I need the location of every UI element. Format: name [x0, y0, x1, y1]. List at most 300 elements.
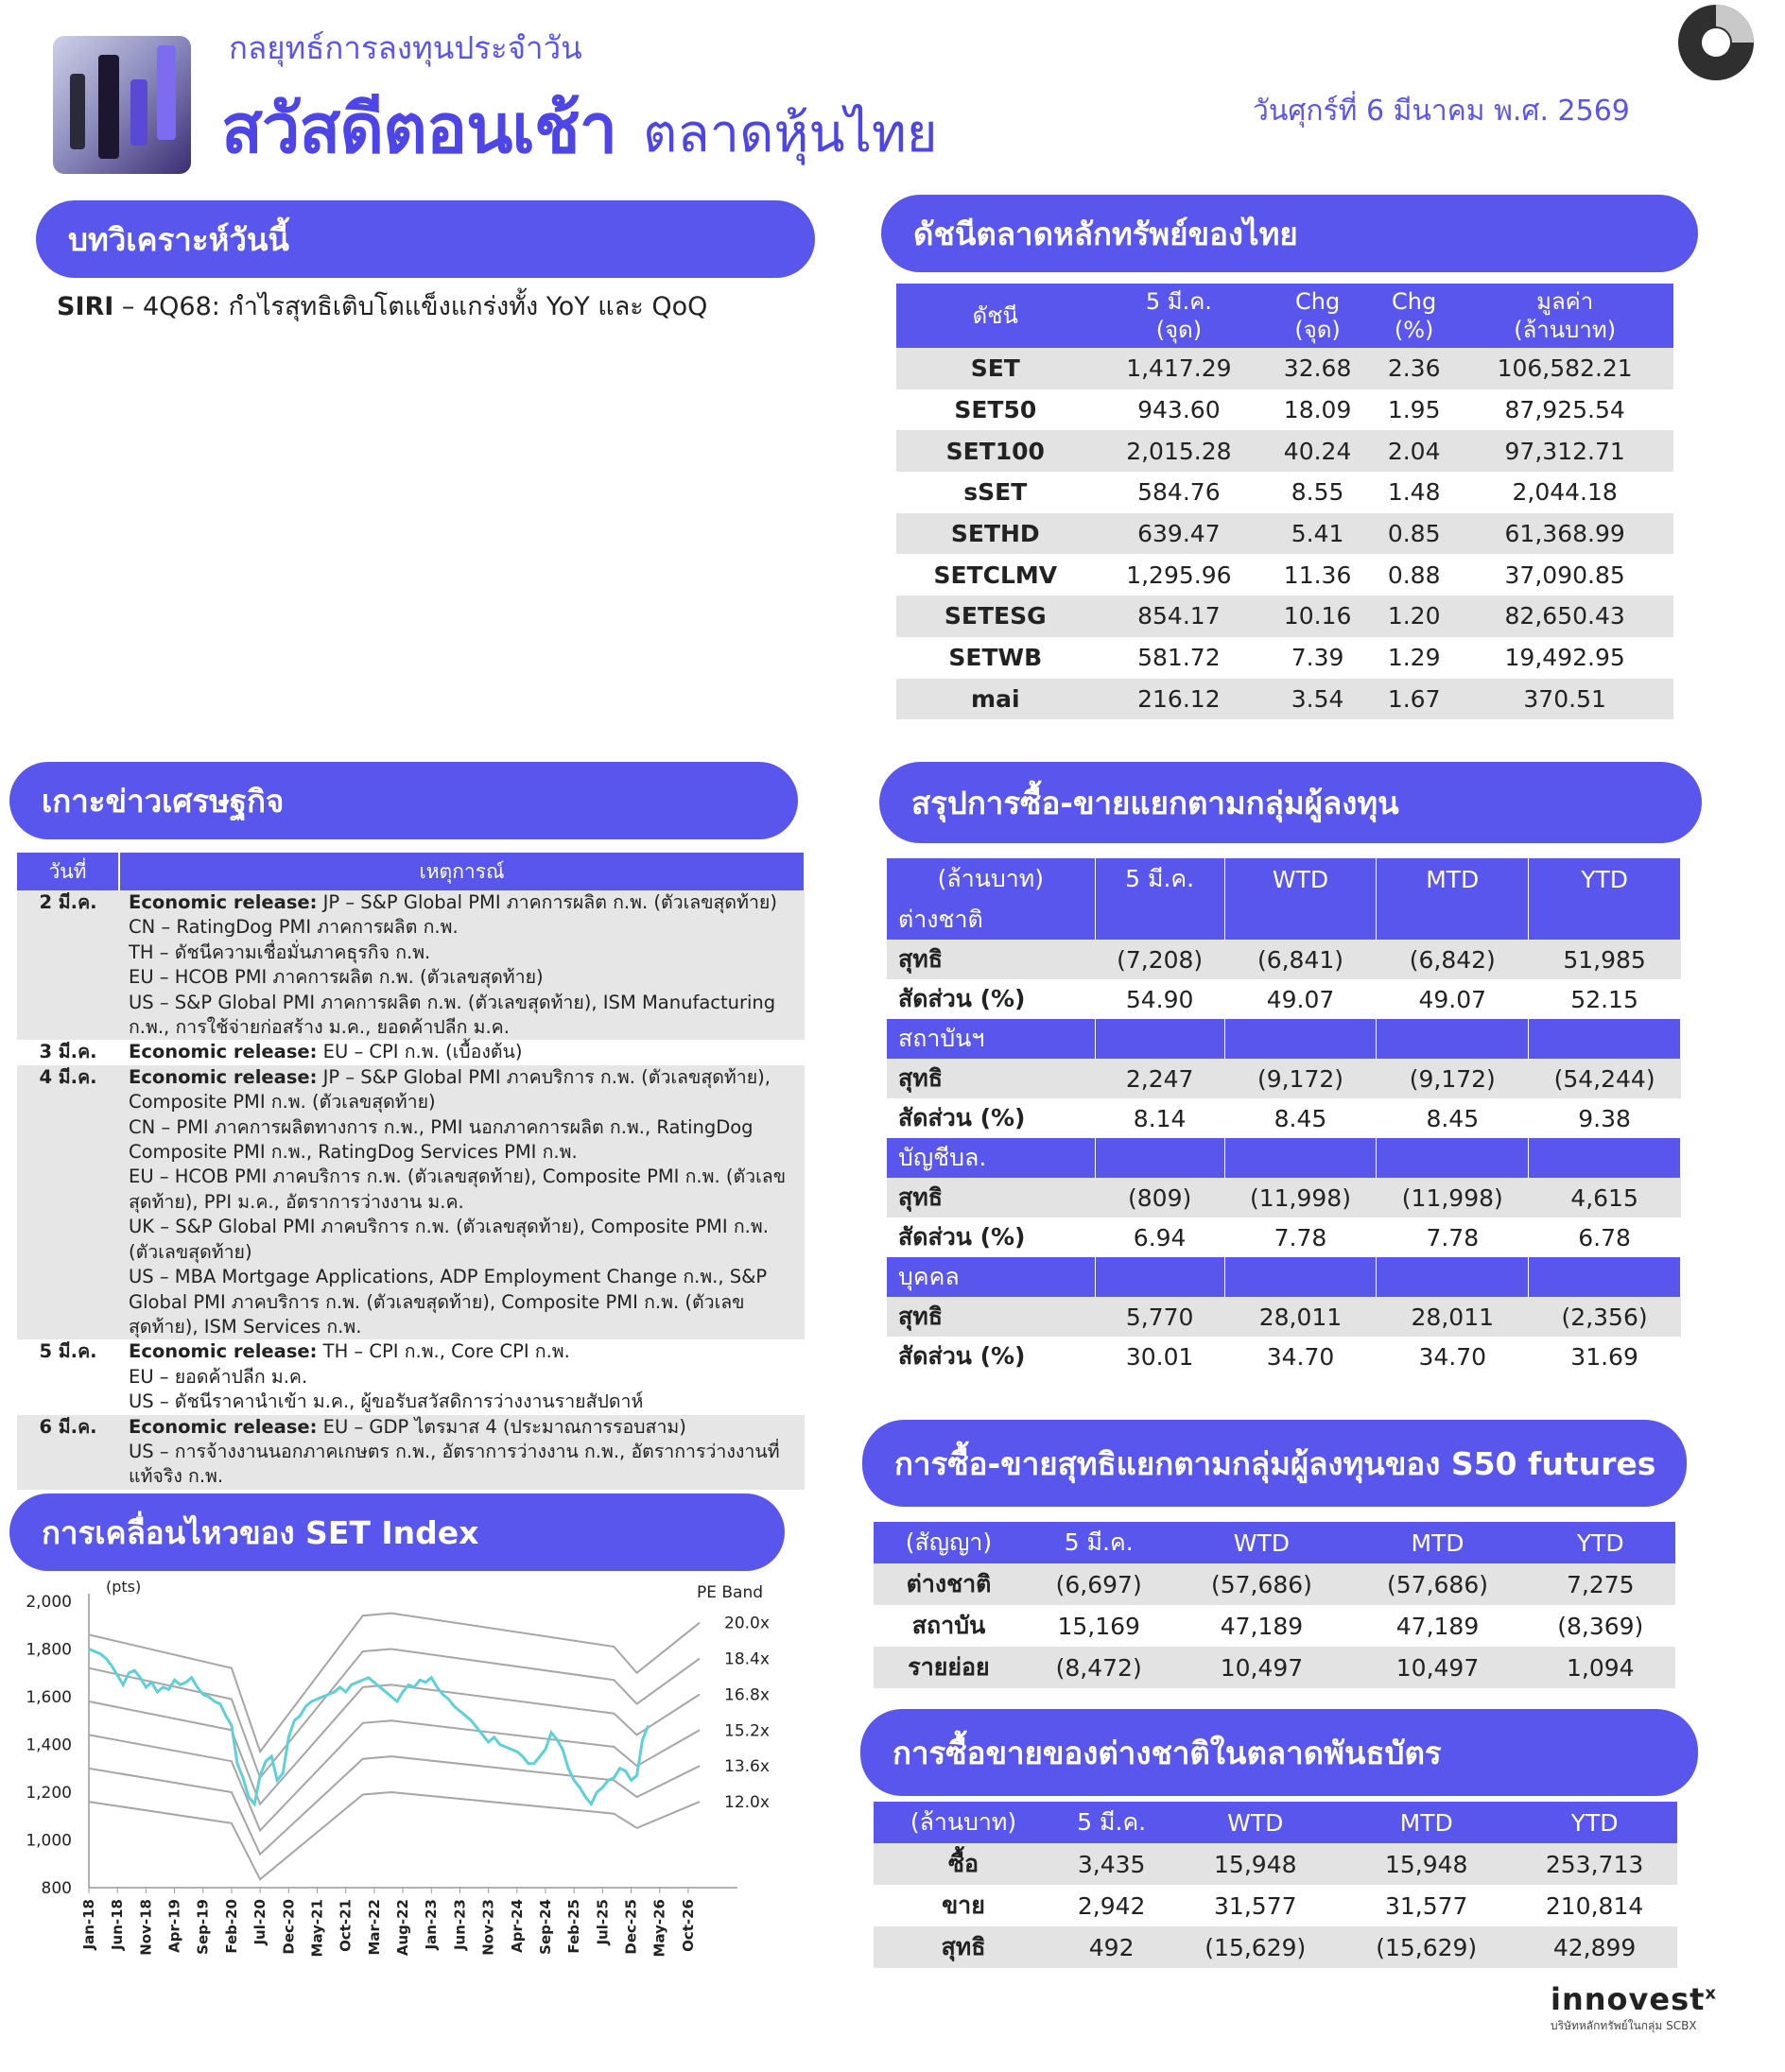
econ-event-text: สุดท้าย), PPI ม.ค., อัตราการว่างงาน ม.ค.	[129, 1190, 464, 1213]
y-tick-label: 1,000	[26, 1831, 72, 1851]
flow-group-spacer	[1224, 1019, 1377, 1059]
econ-event-line	[129, 1240, 795, 1265]
bond-cell: 15,948	[1170, 1843, 1341, 1885]
futures-cell: 10,497	[1173, 1647, 1349, 1688]
x-tick-label: Mar-22	[365, 1899, 383, 1956]
flow-group-name: บุคคล	[887, 1257, 1095, 1297]
index-col-header: มูลค่า (ล้านบาท)	[1456, 284, 1673, 348]
econ-event-line	[129, 1165, 795, 1189]
flow-cell: (54,244)	[1529, 1059, 1681, 1098]
econ-event-line	[129, 965, 795, 990]
econ-release-label: Economic release:	[129, 1415, 318, 1438]
x-tick-label: Feb-20	[222, 1899, 240, 1954]
flow-cell: สุทธิ	[887, 1059, 1095, 1098]
index-table-row	[896, 637, 1673, 679]
bond-row	[874, 1885, 1677, 1926]
econ-release-label: Economic release:	[129, 891, 318, 913]
flow-data-row	[887, 940, 1681, 979]
flow-group-row	[887, 1257, 1681, 1297]
index-cell: 943.60	[1095, 389, 1264, 431]
set-index-chart	[0, 1569, 794, 1976]
index-cell: SET50	[896, 389, 1095, 431]
pe-band-label: 16.8x	[724, 1685, 770, 1705]
econ-events	[119, 1040, 805, 1064]
econ-event-line	[129, 1040, 795, 1064]
econ-event-line	[129, 1390, 795, 1414]
bond-cell: 3,435	[1053, 1843, 1170, 1885]
flow-cell: (11,998)	[1224, 1178, 1377, 1217]
flow-cell: 31.69	[1570, 1342, 1638, 1371]
flow-cell: (6,841)	[1224, 940, 1377, 979]
futures-row	[874, 1647, 1675, 1688]
index-table-row	[896, 554, 1673, 596]
x-tick-label: Sep-19	[194, 1899, 212, 1955]
futures-col-header: YTD	[1526, 1522, 1675, 1563]
flow-group-name: บัญชีบล.	[887, 1138, 1095, 1178]
y-tick-label: 1,400	[26, 1735, 72, 1755]
econ-event-text: CN – PMI ภาคการผลิตทางการ ก.พ., PMI นอกภาคการผลิต ก.พ., RatingDog	[129, 1115, 754, 1138]
flow-group-spacer	[1095, 1257, 1224, 1297]
flow-data-row	[887, 979, 1681, 1019]
bond-cell: 210,814	[1545, 1891, 1644, 1920]
flow-data-row	[887, 1297, 1681, 1337]
econ-event-text: US – การจ้างงานนอกภาคเกษตร ก.พ., อัตราการว่างงาน ก.พ., อัตราการว่างงานที่	[129, 1440, 780, 1462]
report-date: วันศุกร์ที่ 6 มีนาคม พ.ศ. 2569	[1253, 95, 1630, 128]
econ-day: 3 มี.ค.	[39, 1041, 97, 1063]
x-tick-label: Apr-24	[508, 1899, 526, 1953]
index-cell: sSET	[896, 472, 1095, 513]
index-cell: 18.09	[1263, 389, 1372, 431]
section-pill-flow	[879, 762, 1702, 843]
bond-cell: ขาย	[942, 1891, 985, 1919]
flow-group-spacer	[1529, 1257, 1681, 1297]
index-cell: 370.51	[1456, 679, 1673, 720]
y-tick-label: 1,200	[26, 1784, 72, 1803]
flow-cell: 8.45	[1426, 1104, 1480, 1132]
bond-cell: 15,948	[1341, 1843, 1512, 1885]
flow-cell: 9.38	[1578, 1104, 1631, 1132]
flow-cell: 28,011	[1377, 1297, 1529, 1337]
flow-col-header: WTD	[1224, 858, 1377, 900]
futures-cell: 10,497	[1349, 1647, 1525, 1688]
futures-cell: 15,169	[1057, 1612, 1140, 1640]
econ-event-text: TH – CPI ก.พ., Core CPI ก.พ.	[317, 1340, 570, 1363]
econ-calendar-table	[17, 853, 806, 1490]
index-cell: SETCLMV	[896, 554, 1095, 596]
bond-col-header: (ล้านบาท)	[874, 1802, 1053, 1843]
futures-cell: รายย่อย	[874, 1647, 1024, 1688]
futures-cell: (57,686)	[1349, 1563, 1525, 1605]
econ-event-text: Composite PMI ก.พ. (ตัวเลขสุดท้าย)	[129, 1091, 436, 1114]
footer-tagline: บริษัทหลักทรัพย์ในกลุ่ม SCBX	[1551, 2019, 1697, 2032]
flow-cell: 51,985	[1529, 940, 1681, 979]
econ-event-line	[129, 1365, 795, 1390]
flow-cell: 28,011	[1224, 1297, 1377, 1337]
flow-group-spacer	[1224, 900, 1377, 940]
econ-event-line	[129, 1015, 795, 1040]
flow-group-spacer	[1529, 1138, 1681, 1178]
y-tick-label: 1,600	[26, 1688, 72, 1707]
econ-event-text: US – S&P Global PMI ภาคการผลิต ก.พ. (ตัวเลขสุดท้าย), ISM Manufacturing	[129, 991, 776, 1013]
econ-day: 5 มี.ค.	[39, 1340, 97, 1363]
index-cell: 216.12	[1095, 679, 1264, 720]
econ-event-text: แท้จริง ก.พ.	[129, 1465, 224, 1488]
flow-col-header: (ล้านบาท)	[887, 858, 1095, 900]
pe-band-label: 20.0x	[724, 1614, 770, 1633]
bond-cell: (15,629)	[1341, 1926, 1512, 1968]
econ-events	[119, 890, 805, 1040]
econ-row	[17, 1040, 805, 1064]
flow-group-name: ต่างชาติ	[887, 900, 1095, 940]
index-col-header: 5 มี.ค. (จุด)	[1095, 284, 1264, 348]
pe-band-label: 12.0x	[724, 1793, 770, 1813]
econ-event-text: Composite PMI ก.พ., RatingDog Services PMI ก.พ.	[129, 1141, 578, 1164]
section-pill-index	[881, 195, 1698, 272]
flow-cell: 7.78	[1274, 1223, 1327, 1252]
analysis-heading: บทวิเคราะห์วันนี้	[68, 220, 289, 258]
bond-cell: 492	[1053, 1926, 1170, 1968]
econ-event-line	[129, 1315, 795, 1339]
x-tick-label: May-26	[650, 1899, 668, 1958]
flow-data-row	[887, 1098, 1681, 1138]
flow-cell: 5,770	[1095, 1297, 1224, 1337]
index-cell: 32.68	[1263, 348, 1372, 389]
futures-cell: สถาบัน	[911, 1612, 986, 1639]
bond-cell: ซื้อ	[874, 1843, 1053, 1885]
index-cell: SETHD	[896, 513, 1095, 555]
econ-event-line	[129, 1290, 795, 1315]
index-heading: ดัชนีตลาดหลักทรัพย์ของไทย	[913, 215, 1298, 252]
index-table-row	[896, 430, 1673, 472]
flow-group-row	[887, 900, 1681, 940]
futures-table	[874, 1522, 1675, 1688]
section-pill-chart	[9, 1494, 785, 1571]
flow-cell: (2,356)	[1529, 1297, 1681, 1337]
index-cell: 3.54	[1263, 679, 1372, 720]
econ-events	[119, 1339, 805, 1414]
index-cell: 82,650.43	[1456, 596, 1673, 637]
econ-event-text: Global PMI ภาคบริการ ก.พ. (ตัวเลขสุดท้าย), Composite PMI ก.พ. (ตัวเลข	[129, 1290, 745, 1313]
flow-cell: 54.90	[1125, 985, 1194, 1013]
econ-event-text: EU – CPI ก.พ. (เบื้องต้น)	[317, 1041, 523, 1063]
econ-row	[17, 1065, 805, 1339]
section-pill-bond	[860, 1709, 1698, 1796]
futures-cell: 7,275	[1526, 1563, 1675, 1605]
index-cell: 37,090.85	[1456, 554, 1673, 596]
x-tick-label: Nov-18	[137, 1899, 155, 1956]
flow-cell: สัดส่วน (%)	[898, 985, 1026, 1012]
flow-cell: (7,208)	[1095, 940, 1224, 979]
x-tick-label: May-21	[308, 1899, 326, 1958]
index-cell: 1,295.96	[1095, 554, 1264, 596]
index-table	[896, 284, 1673, 719]
x-tick-label: Jul-20	[251, 1899, 269, 1945]
futures-cell: (8,472)	[1024, 1647, 1173, 1688]
index-cell: 19,492.95	[1456, 637, 1673, 679]
bond-cell: (15,629)	[1170, 1926, 1341, 1968]
footer-brand-x: x	[1705, 1983, 1718, 2004]
bond-cell: สุทธิ	[874, 1926, 1053, 1968]
econ-row	[17, 1339, 805, 1414]
futures-col-header: WTD	[1173, 1522, 1349, 1563]
flow-data-row	[887, 1337, 1681, 1376]
index-cell: 1.67	[1372, 679, 1456, 720]
index-cell: 5.41	[1263, 513, 1372, 555]
futures-cell: 1,094	[1526, 1647, 1675, 1688]
flow-cell: 8.14	[1133, 1104, 1187, 1132]
flow-group-spacer	[1095, 900, 1224, 940]
bond-cell: 253,713	[1512, 1843, 1677, 1885]
x-tick-label: Dec-20	[280, 1899, 298, 1955]
index-cell: 1.20	[1372, 596, 1456, 637]
pe-band-label: 15.2x	[724, 1721, 770, 1741]
flow-cell: (11,998)	[1377, 1178, 1529, 1217]
econ-event-text: TH – ดัชนีความเชื่อมั่นภาคธุรกิจ ก.พ.	[129, 941, 431, 963]
flow-cell: 34.70	[1266, 1342, 1335, 1371]
econ-row	[17, 1415, 805, 1490]
index-table-row	[896, 348, 1673, 389]
flow-cell: สัดส่วน (%)	[898, 1104, 1026, 1131]
econ-event-text: CN – RatingDog PMI ภาคการผลิต ก.พ.	[129, 916, 459, 939]
flow-group-spacer	[1529, 900, 1681, 940]
flow-cell: 49.07	[1266, 985, 1335, 1013]
econ-event-text: EU – GDP ไตรมาส 4 (ประมาณการรอบสาม)	[317, 1415, 686, 1438]
econ-event-text: UK – S&P Global PMI ภาคบริการ ก.พ. (ตัวเลขสุดท้าย), Composite PMI ก.พ.	[129, 1216, 769, 1238]
flow-group-spacer	[1095, 1019, 1224, 1059]
bond-col-header: YTD	[1512, 1802, 1677, 1843]
futures-cell: 47,189	[1395, 1612, 1480, 1640]
futures-cell: ต่างชาติ	[874, 1563, 1024, 1605]
bond-cell: 31,577	[1214, 1891, 1297, 1920]
index-cell: SETWB	[896, 637, 1095, 679]
futures-cell: (8,369)	[1557, 1612, 1644, 1640]
bond-row	[874, 1843, 1677, 1885]
flow-group-spacer	[1377, 1138, 1529, 1178]
x-tick-label: Jul-25	[594, 1899, 612, 1945]
bond-col-header: 5 มี.ค.	[1053, 1802, 1170, 1843]
econ-event-line	[129, 991, 795, 1015]
econ-event-line	[129, 1265, 795, 1289]
bond-heading: การซื้อขายของต่างชาติในตลาดพันธบัตร	[892, 1734, 1442, 1771]
pe-band-label: 13.6x	[724, 1757, 770, 1777]
futures-col-header: 5 มี.ค.	[1024, 1522, 1173, 1563]
flow-cell: สัดส่วน (%)	[898, 1342, 1026, 1370]
econ-event-text: ก.พ., การใช้จ่ายก่อสร้าง ม.ค., ยอดค้าปลีก ม.ค.	[129, 1016, 510, 1039]
index-cell: 8.55	[1263, 472, 1372, 513]
bond-cell: 31,577	[1384, 1891, 1468, 1920]
econ-event-text: (ตัวเลขสุดท้าย)	[129, 1240, 252, 1263]
index-table-row	[896, 679, 1673, 720]
econ-day: 6 มี.ค.	[17, 1415, 119, 1490]
index-cell: 2.36	[1372, 348, 1456, 389]
flow-data-row	[887, 1059, 1681, 1098]
econ-event-text: EU – HCOB PMI ภาคการผลิต ก.พ. (ตัวเลขสุดท้าย)	[129, 966, 544, 989]
index-cell: 1.29	[1372, 637, 1456, 679]
econ-event-line	[129, 1065, 795, 1090]
bond-cell: 2,942	[1077, 1891, 1146, 1920]
index-table-row	[896, 513, 1673, 555]
flow-group-spacer	[1095, 1138, 1224, 1178]
section-pill-futures	[862, 1420, 1687, 1507]
x-tick-label: Jan-23	[423, 1899, 441, 1950]
index-table-row	[896, 389, 1673, 431]
econ-event-line	[129, 890, 795, 915]
pe-band-line	[89, 1792, 700, 1879]
index-cell: SETESG	[896, 596, 1095, 637]
econ-event-line	[129, 1415, 795, 1440]
econ-event-line	[129, 1464, 795, 1489]
corner-logo-icon	[1675, 2, 1757, 83]
index-cell: 87,925.54	[1456, 389, 1673, 431]
chart-heading: การเคลื่อนไหวของ SET Index	[42, 1513, 479, 1551]
index-cell: SET	[896, 348, 1095, 389]
flow-cell: 34.70	[1418, 1342, 1487, 1371]
footer-logo	[1551, 1981, 1717, 2035]
flow-group-spacer	[1377, 900, 1529, 940]
econ-release-label: Economic release:	[129, 1065, 318, 1088]
econ-event-line	[129, 1115, 795, 1140]
econ-col-event: เหตุการณ์	[119, 853, 805, 890]
econ-event-text: JP – S&P Global PMI ภาคบริการ ก.พ. (ตัวเลขสุดท้าย),	[317, 1065, 771, 1088]
flow-group-spacer	[1377, 1257, 1529, 1297]
flow-group-row	[887, 1138, 1681, 1178]
index-cell: 106,582.21	[1456, 348, 1673, 389]
x-tick-label: Jun-18	[109, 1899, 127, 1951]
futures-cell: 47,189	[1220, 1612, 1304, 1640]
flow-cell: 4,615	[1529, 1178, 1681, 1217]
flow-cell: (9,172)	[1224, 1059, 1377, 1098]
flow-cell: สัดส่วน (%)	[898, 1223, 1026, 1251]
analysis-ticker: SIRI	[57, 292, 114, 321]
index-cell: 97,312.71	[1456, 430, 1673, 472]
flow-cell: 52.15	[1570, 985, 1638, 1013]
econ-events	[119, 1065, 805, 1339]
footer-brand: innovest	[1551, 1981, 1706, 2017]
flow-group-spacer	[1377, 1019, 1529, 1059]
index-cell: 61,368.99	[1456, 513, 1673, 555]
bond-col-header: WTD	[1170, 1802, 1341, 1843]
index-cell: mai	[896, 679, 1095, 720]
futures-row	[874, 1605, 1675, 1647]
pe-band-line	[89, 1756, 700, 1855]
index-cell: 0.88	[1372, 554, 1456, 596]
econ-event-line	[129, 1090, 795, 1114]
econ-event-line	[129, 1215, 795, 1239]
index-cell: 1.48	[1372, 472, 1456, 513]
flow-cell: 6.78	[1578, 1223, 1631, 1252]
flow-group-spacer	[1224, 1138, 1377, 1178]
flow-group-name: สถาบันฯ	[887, 1019, 1095, 1059]
y-tick-label: 1,800	[26, 1640, 72, 1660]
index-cell: 584.76	[1095, 472, 1264, 513]
econ-event-line	[129, 915, 795, 940]
pe-band-line	[89, 1614, 700, 1753]
header-title-main: สวัสดีตอนเช้า	[221, 89, 617, 168]
header-subtitle: กลยุทธ์การลงทุนประจำวัน	[229, 29, 582, 66]
econ-event-line	[129, 1440, 795, 1464]
flow-col-header: MTD	[1377, 858, 1529, 900]
econ-day: 2 มี.ค.	[17, 890, 119, 1040]
flow-group-row	[887, 1019, 1681, 1059]
index-cell: 1.95	[1372, 389, 1456, 431]
flow-group-spacer	[1224, 1257, 1377, 1297]
flow-cell: สุทธิ	[887, 940, 1095, 979]
index-cell: 10.16	[1263, 596, 1372, 637]
flow-cell: (9,172)	[1377, 1059, 1529, 1098]
investor-flow-table	[887, 858, 1681, 1376]
analysis-text: – 4Q68: กำไรสุทธิเติบโตแข็งแกร่งทั้ง YoY และ QoQ	[113, 292, 708, 321]
econ-event-text: สุดท้าย), ISM Services ก.พ.	[129, 1315, 362, 1338]
x-tick-label: Jun-23	[451, 1899, 469, 1951]
index-cell: 11.36	[1263, 554, 1372, 596]
flow-col-header: 5 มี.ค.	[1095, 858, 1224, 900]
index-table-row	[896, 472, 1673, 513]
bond-table	[874, 1802, 1677, 1968]
y-tick-label: 2,000	[26, 1593, 72, 1612]
econ-event-text: EU – HCOB PMI ภาคบริการ ก.พ. (ตัวเลขสุดท้าย), Composite PMI ก.พ. (ตัวเลข	[129, 1166, 787, 1188]
header-logo-image	[53, 36, 191, 174]
futures-col-header: MTD	[1349, 1522, 1525, 1563]
futures-heading: การซื้อ-ขายสุทธิแยกตามกลุ่มผู้ลงทุนของ S50 futures	[894, 1444, 1656, 1482]
econ-events	[119, 1415, 805, 1490]
flow-data-row	[887, 1217, 1681, 1257]
x-tick-label: Apr-19	[165, 1899, 183, 1953]
econ-event-line	[129, 1339, 795, 1364]
flow-cell: 2,247	[1095, 1059, 1224, 1098]
index-cell: 0.85	[1372, 513, 1456, 555]
flow-col-header: YTD	[1529, 858, 1681, 900]
flow-cell: 8.45	[1274, 1104, 1327, 1132]
flow-cell: 30.01	[1125, 1342, 1194, 1371]
bond-row	[874, 1926, 1677, 1968]
index-cell: SET100	[896, 430, 1095, 472]
y-tick-label: 800	[41, 1879, 72, 1898]
header-title-sub: ตลาดหุ้นไทย	[643, 103, 938, 164]
flow-cell: สุทธิ	[887, 1297, 1095, 1337]
futures-row	[874, 1563, 1675, 1605]
index-cell: 854.17	[1095, 596, 1264, 637]
futures-col-header: (สัญญา)	[874, 1522, 1024, 1563]
x-tick-label: Nov-23	[479, 1899, 497, 1956]
y-axis-label: (pts)	[106, 1578, 142, 1596]
x-tick-label: Aug-22	[394, 1899, 412, 1957]
index-cell: 1,417.29	[1095, 348, 1264, 389]
econ-event-text: JP – S&P Global PMI ภาคการผลิต ก.พ. (ตัวเลขสุดท้าย)	[317, 891, 777, 913]
pe-band-label: 18.4x	[724, 1649, 770, 1669]
futures-cell: (57,686)	[1173, 1563, 1349, 1605]
flow-cell: 49.07	[1418, 985, 1487, 1013]
index-cell: 2.04	[1372, 430, 1456, 472]
x-tick-label: Oct-26	[679, 1899, 697, 1952]
section-pill-analysis	[36, 200, 815, 278]
x-tick-label: Oct-21	[337, 1899, 355, 1952]
flow-cell: 7.78	[1426, 1223, 1480, 1252]
futures-cell: (6,697)	[1024, 1563, 1173, 1605]
index-cell: 581.72	[1095, 637, 1264, 679]
flow-data-row	[887, 1178, 1681, 1217]
econ-event-line	[129, 941, 795, 965]
bond-cell: 42,899	[1512, 1926, 1677, 1968]
index-cell: 7.39	[1263, 637, 1372, 679]
flow-cell: สุทธิ	[887, 1178, 1095, 1217]
econ-release-label: Economic release:	[129, 1340, 318, 1363]
index-col-header: Chg (จุด)	[1263, 284, 1372, 348]
flow-group-spacer	[1529, 1019, 1681, 1059]
flow-heading: สรุปการซื้อ-ขายแยกตามกลุ่มผู้ลงทุน	[911, 784, 1399, 821]
index-table-row	[896, 596, 1673, 637]
legend-title: PE Band	[696, 1583, 764, 1602]
econ-heading: เกาะข่าวเศรษฐกิจ	[42, 782, 285, 820]
